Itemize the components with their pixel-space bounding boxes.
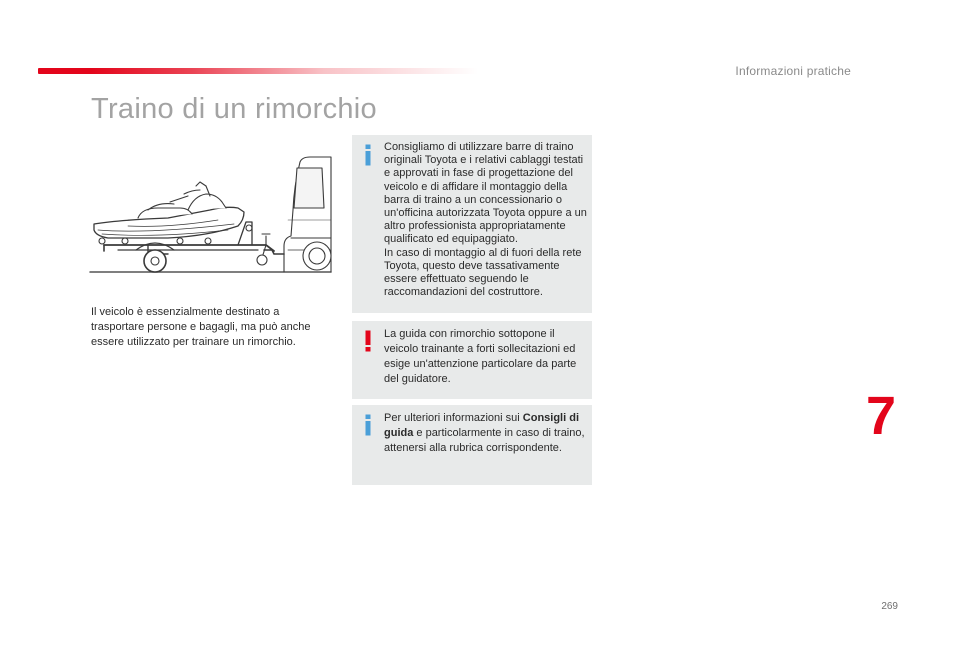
intro-paragraph: Il veicolo è essenzialmente destinato a trasportare persone e bagagli, ma può anche essere utilizzato per trainare un rimorchio. [91, 306, 311, 348]
towing-warning-text: La guida con rimorchio sottopone il veicolo trainante a forti sollecitazioni ed esige un'attenzione particolare da parte del guidatore. [384, 328, 577, 385]
warning-icon [364, 330, 372, 352]
page-number: 269 [881, 601, 898, 612]
driving-advice-text-end: e particolarmente in caso di traino, attenersi alla rubrica corrispondente. [384, 427, 585, 454]
trailer-illustration [88, 150, 333, 280]
section-title: Informazioni pratiche [735, 64, 851, 78]
page-title: Traino di un rimorchio [91, 93, 377, 125]
trailer-jetski-icon [88, 150, 333, 280]
header-accent-bar [38, 68, 478, 74]
warning-box-towing [352, 321, 592, 399]
driving-advice-text-start: Per ulteriori informazioni sui [384, 412, 523, 424]
driving-advice-link[interactable]: Consigli di guida [384, 412, 580, 439]
towbar-advice: Consigliamo di utilizzare barre di traino originali Toyota e i relativi cablaggi testati e approvati in fase di progettazione del veicolo e di affidare il montaggio della barra di traino a un concessionario o un'officina autorizzata Toyota oppure a un altro professionista appropriatamente qualificato ed equipaggiato. [384, 141, 587, 246]
info-box-driving-advice [352, 405, 592, 485]
info-icon [364, 144, 372, 166]
info-box-towbar [352, 135, 592, 313]
info-icon [364, 414, 372, 436]
towbar-outside-network: In caso di montaggio al di fuori della rete Toyota, questo deve tassativamente essere effettuato seguendo le raccomandazioni del costruttore. [384, 246, 582, 299]
chapter-number: 7 [866, 386, 897, 446]
